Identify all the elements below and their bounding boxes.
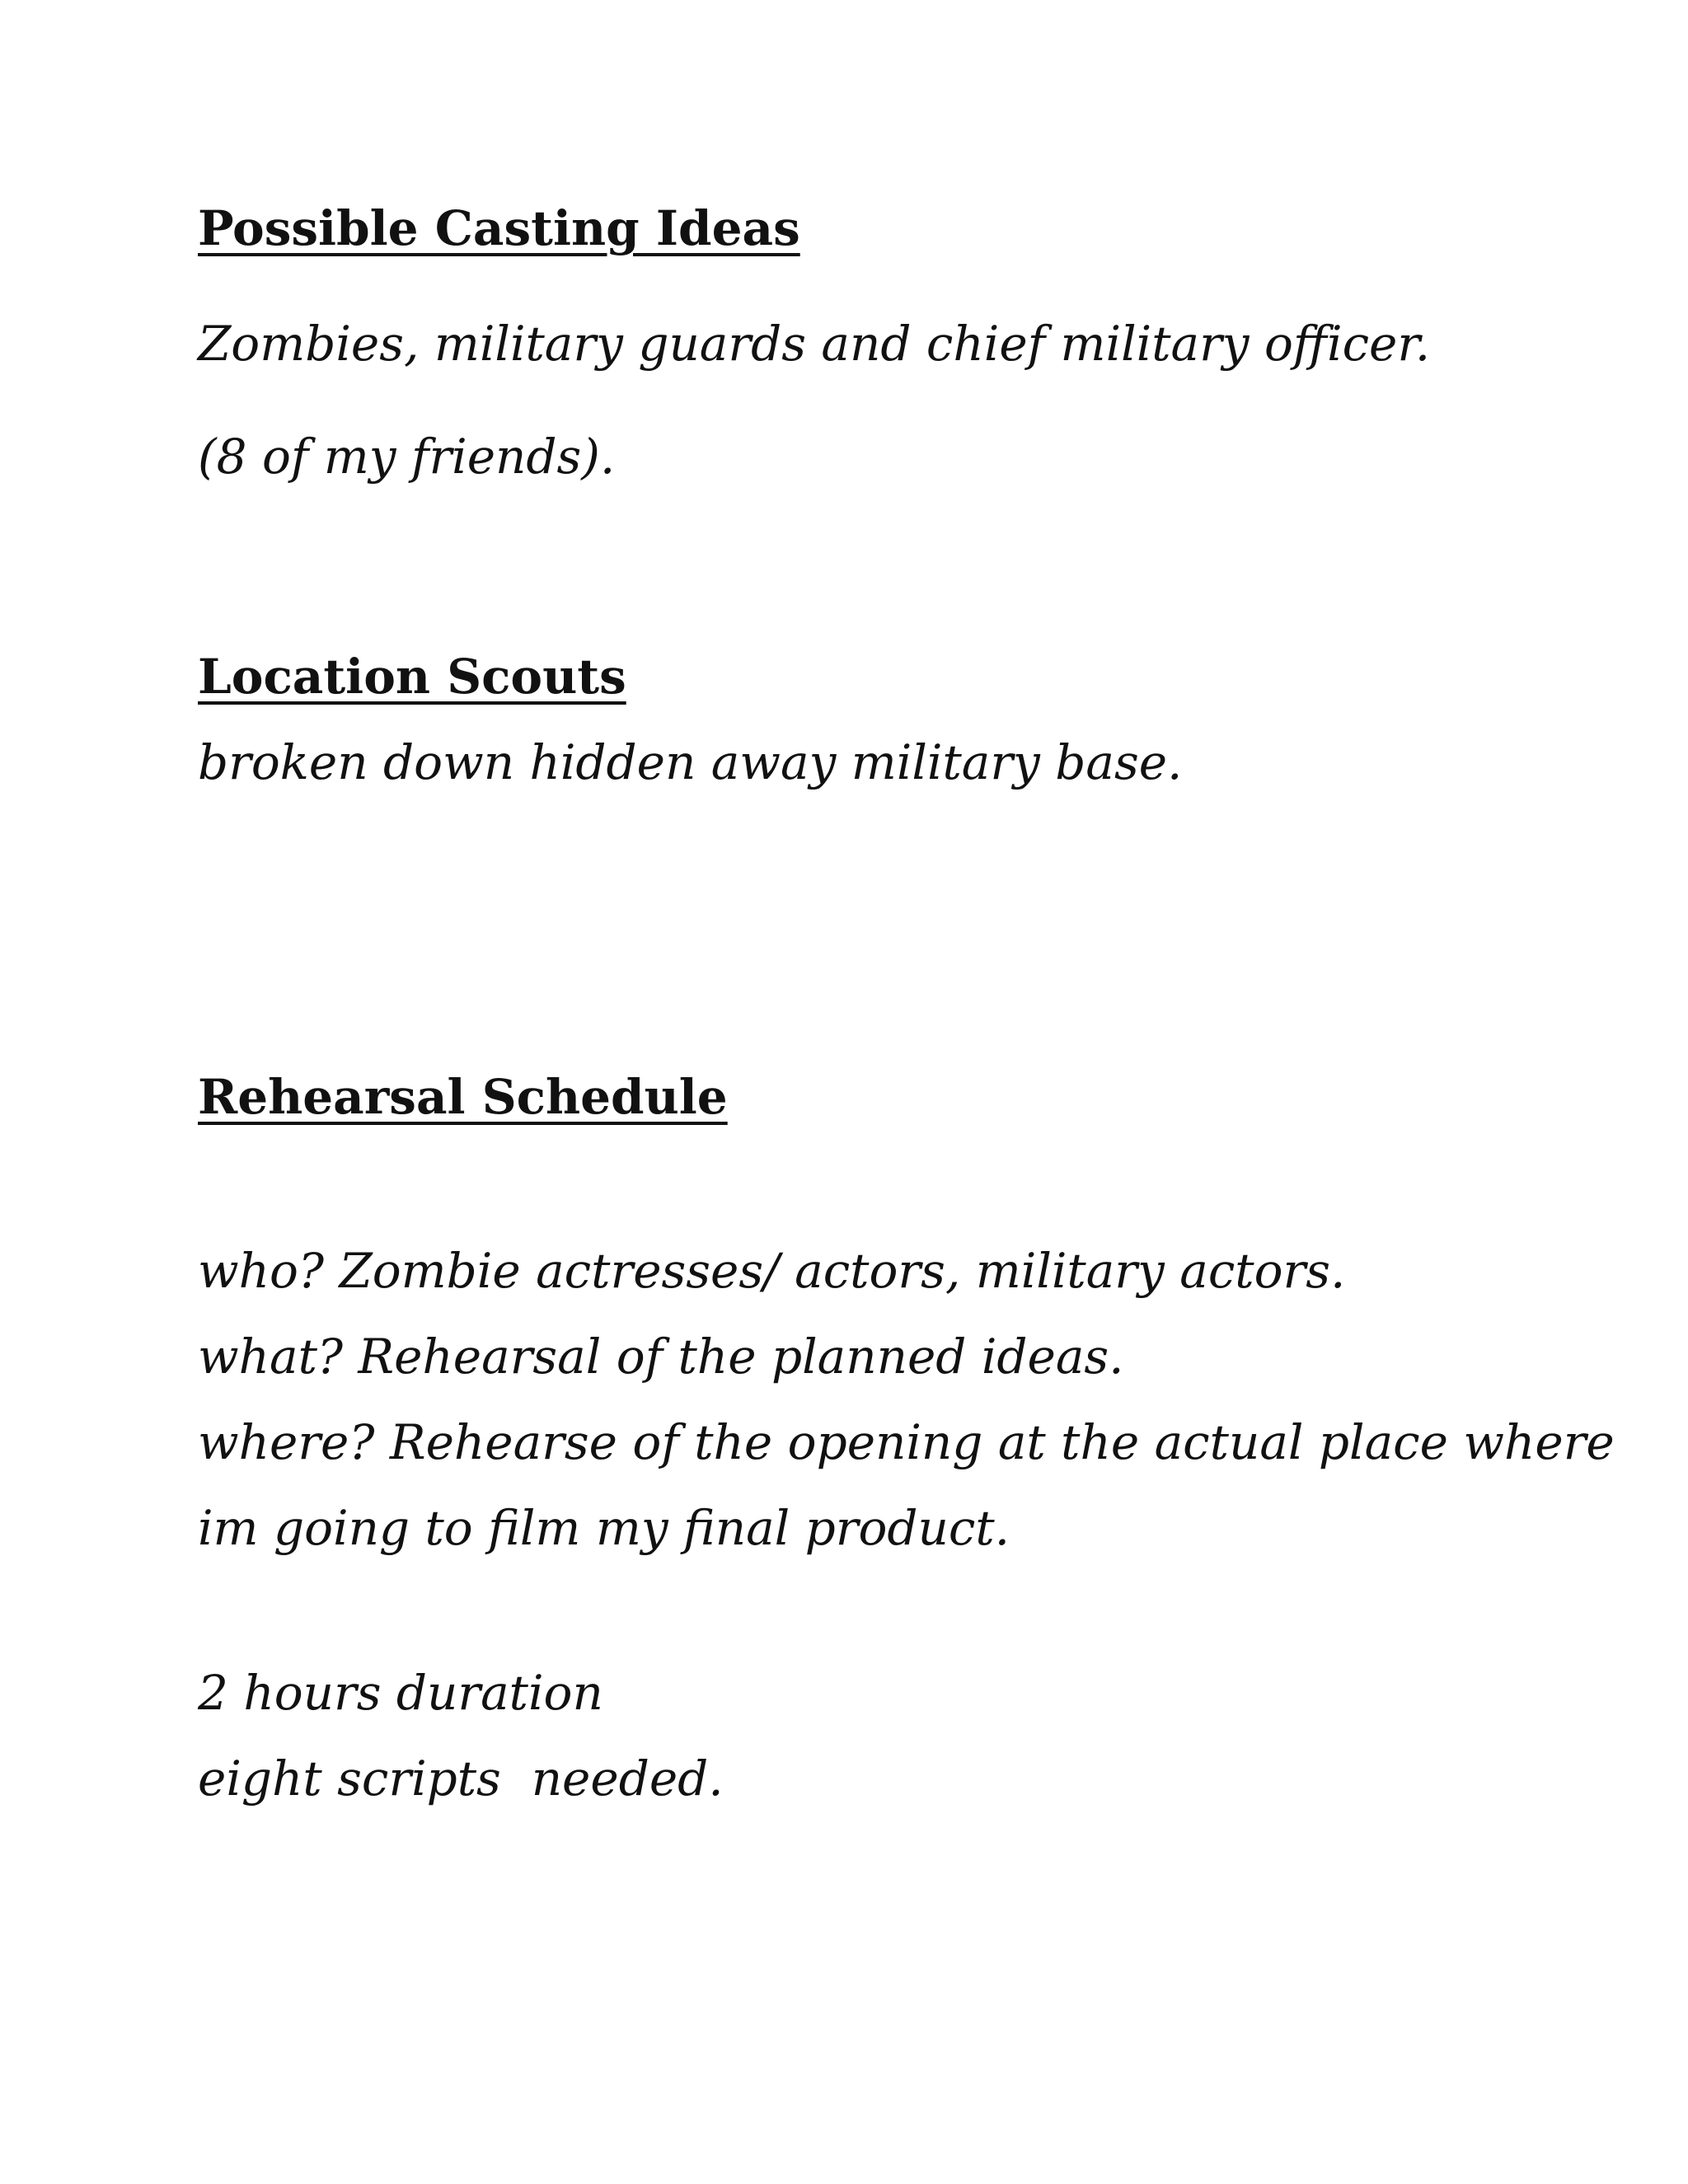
rehearsal-duration-note: 2 hours duration: [198, 1665, 603, 1721]
location-line: broken down hidden away military base.: [198, 734, 1183, 790]
casting-heading: Possible Casting Ideas: [198, 200, 800, 256]
rehearsal-who-line: who? Zombie actresses/ actors, military actors.: [198, 1243, 1346, 1299]
rehearsal-where-line: where? Rehearse of the opening at the actual place where: [198, 1414, 1615, 1470]
location-heading: Location Scouts: [198, 649, 626, 705]
casting-line: (8 of my friends).: [198, 429, 616, 485]
casting-line: Zombies, military guards and chief military officer.: [198, 316, 1431, 372]
rehearsal-heading: Rehearsal Schedule: [198, 1069, 728, 1125]
rehearsal-what-line: what? Rehearsal of the planned ideas.: [198, 1329, 1124, 1385]
rehearsal-scripts-note: eight scripts needed.: [198, 1750, 724, 1807]
rehearsal-where-line-continued: im going to film my final product.: [198, 1500, 1010, 1556]
